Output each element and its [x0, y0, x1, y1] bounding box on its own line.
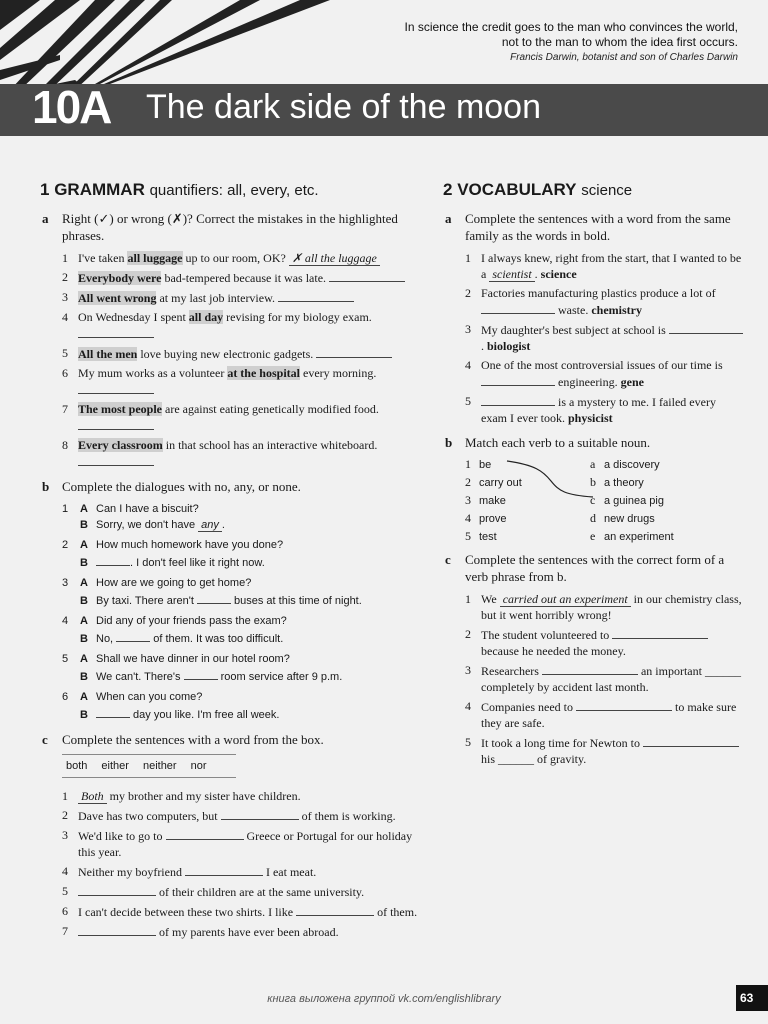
sentence-text: .: [481, 339, 487, 353]
sentence-text: My daughter's best subject at school is: [481, 323, 669, 337]
answer-blank: [78, 325, 154, 338]
exercise-letter: b: [445, 435, 453, 450]
item-number: 8: [62, 438, 68, 452]
speaker-b: B: [80, 671, 88, 683]
item-letter: b: [590, 475, 596, 489]
list-item: [62, 309, 420, 342]
grammar-a-list: [62, 250, 420, 470]
bold-keyword: physicist: [567, 411, 613, 425]
vocabulary-heading: [443, 180, 743, 200]
item-letter: d: [590, 511, 596, 525]
line-text: Can I have a biscuit?: [96, 503, 199, 515]
sentence-text: at my last job interview.: [156, 291, 275, 305]
exercise-c-instruction: [443, 551, 743, 585]
sentence-text: an important ______ completely by accident last month.: [481, 664, 741, 694]
answer-blank: [185, 863, 263, 876]
answer-blank: [78, 417, 154, 430]
list-item: [62, 788, 420, 804]
list-item: [465, 285, 743, 318]
item-number: 2: [62, 539, 69, 551]
verb-text: be: [479, 459, 492, 471]
dialogue-item: [62, 651, 420, 685]
sentence-text: Researchers: [481, 664, 542, 678]
dialogue-item: [62, 689, 420, 723]
line-b: [80, 591, 420, 609]
answer-blank: [78, 883, 156, 896]
sentence-text: his ______ of gravity.: [481, 752, 587, 766]
section-subtitle: quantifiers: all, every, etc.: [149, 182, 319, 199]
section-number: 1: [40, 180, 50, 199]
highlighted-phrase: The most people: [78, 402, 162, 416]
sentence-text: Neither my boyfriend: [78, 865, 185, 879]
item-number: 6: [62, 691, 69, 703]
sentence-text: I always knew, right from the start, that I wanted to be a: [481, 251, 742, 281]
answer-blank: [669, 321, 743, 334]
instruction-text: Complete the dialogues with no, any, or none.: [62, 479, 301, 494]
sentence-text: love buying new electronic gadgets.: [137, 347, 314, 361]
box-word: both: [66, 760, 88, 772]
line-text: buses at this time of night.: [230, 595, 362, 607]
speaker-a: A: [80, 653, 88, 665]
item-number: 2: [465, 475, 471, 489]
item-number: 3: [465, 322, 471, 336]
section-subtitle: science: [581, 182, 633, 199]
line-text: How are we going to get home?: [96, 577, 252, 589]
noun-text: a discovery: [604, 459, 660, 471]
list-item: [465, 734, 743, 767]
answer-text: Both: [78, 789, 107, 804]
noun-text: new drugs: [604, 513, 655, 525]
answer-blank: [221, 807, 299, 820]
answer-blank: [96, 553, 130, 566]
line-text: . I don't feel like it right now.: [130, 557, 265, 569]
sentence-text: .: [534, 267, 541, 281]
quote-source: Francis Darwin, botanist and son of Charles Darwin: [510, 52, 738, 63]
highlighted-phrase: at the hospital: [227, 366, 300, 380]
answer-blank: [78, 923, 156, 936]
line-b: [80, 553, 420, 571]
exercise-letter: b: [42, 479, 50, 494]
sentence-text: in our chemistry class, but it went horribly wrong!: [481, 592, 742, 622]
instruction-text: Complete the sentences with a word from the same family as the words in bold.: [465, 211, 731, 243]
list-item: [62, 923, 420, 940]
sentence-text: my brother and my sister have children.: [106, 789, 301, 803]
line-text: day you like. I'm free all week.: [130, 709, 280, 721]
noun-item: [590, 529, 730, 547]
line-a: [80, 613, 420, 629]
sentence-text: is a mystery to me. I failed every exam I ever took.: [481, 395, 716, 425]
speaker-a: A: [80, 577, 88, 589]
section-number: 2: [443, 180, 453, 199]
answer-blank: [612, 626, 708, 639]
grammar-section: [40, 180, 420, 948]
dialogue-item: [62, 501, 420, 533]
item-letter: c: [590, 493, 596, 507]
instruction-text: Right (✓) or wrong (✗)? Correct the mistakes in the highlighted phrases.: [62, 211, 398, 243]
dialogue-item: [62, 575, 420, 609]
exercise-b-instruction: [40, 478, 420, 495]
answer-blank: [576, 698, 672, 711]
list-item: [62, 827, 420, 860]
answer-blank: [184, 667, 218, 680]
noun-text: a theory: [604, 477, 644, 489]
list-item: [62, 437, 420, 470]
sentence-text: We: [481, 592, 500, 606]
noun-item: [590, 511, 730, 529]
speaker-a: A: [80, 691, 88, 703]
bold-keyword: chemistry: [591, 303, 642, 317]
list-item: [465, 357, 743, 390]
dialogue-item: [62, 613, 420, 647]
sentence-text: every morning.: [300, 366, 377, 380]
list-item: [465, 250, 743, 282]
exercise-b-instruction: [443, 434, 743, 451]
line-b: [80, 517, 420, 533]
line-a: [80, 537, 420, 553]
exercise-a-instruction: [40, 210, 420, 244]
answer-blank: [481, 393, 555, 406]
list-item: [62, 345, 420, 362]
sentence-text: revising for my biology exam.: [223, 310, 372, 324]
match-exercise: [465, 457, 743, 545]
instruction-text: Complete the sentences with a word from the box.: [62, 732, 324, 747]
instruction-text: Complete the sentences with the correct form of a verb phrase from b.: [465, 552, 725, 584]
verb-item: [465, 475, 575, 493]
sentence-text: of them.: [374, 905, 418, 919]
sentence-text: to make sure they are safe.: [481, 700, 737, 730]
sentence-text: I've taken: [78, 251, 128, 265]
item-number: 7: [62, 402, 68, 416]
highlighted-phrase: all day: [188, 310, 224, 324]
item-number: 7: [62, 924, 68, 938]
line-text: Sorry, we don't have: [96, 519, 199, 531]
exercise-letter: a: [445, 211, 452, 226]
item-number: 1: [465, 592, 471, 606]
sentence-text: I can't decide between these two shirts. I like: [78, 905, 297, 919]
exercise-a-instruction: [443, 210, 743, 244]
answer-blank: [78, 453, 154, 466]
item-number: 4: [465, 699, 471, 713]
section-title: VOCABULARY: [457, 180, 577, 199]
list-item: [465, 393, 743, 426]
list-item: [465, 321, 743, 354]
item-number: 6: [62, 904, 68, 918]
answer-blank: [78, 381, 154, 394]
line-text: Shall we have dinner in our hotel room?: [96, 653, 290, 665]
verb-text: prove: [479, 513, 507, 525]
bold-keyword: science: [540, 267, 577, 281]
item-number: 5: [62, 653, 69, 665]
list-item: [62, 269, 420, 286]
highlighted-phrase: Every classroom: [78, 438, 163, 452]
answer-blank: [116, 629, 150, 642]
noun-item: [590, 457, 730, 475]
word-box: [62, 754, 236, 778]
box-word: nor: [190, 760, 207, 772]
item-number: 1: [62, 789, 68, 803]
instruction-text: Match each verb to a suitable noun.: [465, 435, 651, 450]
answer-blank: [542, 662, 638, 675]
answer-blank: [643, 734, 739, 747]
highlighted-phrase: All went wrong: [78, 291, 157, 305]
line-b: [80, 705, 420, 723]
speaker-a: A: [80, 615, 88, 627]
item-number: 3: [62, 828, 68, 842]
list-item: [62, 289, 420, 306]
verb-text: carry out: [479, 477, 522, 489]
vocabulary-a-list: [465, 250, 743, 426]
item-number: 2: [465, 286, 471, 300]
line-text: How much homework have you done?: [96, 539, 284, 551]
page-number: 63: [736, 985, 768, 1011]
item-letter: a: [590, 457, 596, 471]
sentence-text: On Wednesday I spent: [78, 310, 189, 324]
line-text: Did any of your friends pass the exam?: [96, 615, 287, 627]
answer-blank: [481, 373, 555, 386]
answer-blank: [197, 591, 231, 604]
unit-title: The dark side of the moon: [146, 88, 542, 126]
sentence-text: We'd like to go to: [78, 829, 166, 843]
speaker-a: A: [80, 539, 88, 551]
answer-blank: [481, 301, 555, 314]
answer-blank: [96, 705, 130, 718]
box-word: either: [101, 760, 129, 772]
quote-line-1: In science the credit goes to the man who convinces the world,: [404, 20, 738, 34]
exercise-c-instruction: [40, 731, 420, 748]
sentence-text: One of the most controversial issues of our time is: [481, 358, 723, 372]
verb-text: test: [479, 531, 497, 543]
list-item: [62, 903, 420, 920]
bold-keyword: gene: [620, 375, 644, 389]
item-number: 5: [465, 394, 471, 408]
list-item: [465, 591, 743, 623]
verb-item: [465, 529, 575, 547]
sentence-text: My mum works as a volunteer: [78, 366, 228, 380]
noun-text: a guinea pig: [604, 495, 664, 507]
dialogue-list: [62, 501, 420, 723]
sentence-text: The student volunteered to: [481, 628, 613, 642]
item-number: 2: [62, 270, 68, 284]
highlighted-phrase: all luggage: [127, 251, 183, 265]
sentence-text: of them is working.: [298, 809, 396, 823]
line-a: [80, 689, 420, 705]
grammar-c-list: [62, 788, 420, 940]
sentence-text: engineering.: [555, 375, 621, 389]
epigraph-quote: [404, 20, 738, 63]
exercise-letter: a: [42, 211, 49, 226]
sentence-text: are against eating genetically modified food.: [162, 402, 379, 416]
item-number: 1: [465, 457, 471, 471]
list-item: [62, 807, 420, 824]
box-word: neither: [142, 760, 177, 772]
line-a: [80, 501, 420, 517]
item-number: 2: [62, 808, 68, 822]
sentence-text: bad-tempered because it was late.: [161, 271, 327, 285]
line-text: of them. It was too difficult.: [150, 633, 284, 645]
answer-blank: [316, 345, 392, 358]
highlighted-phrase: Everybody were: [78, 271, 162, 285]
speaker-b: B: [80, 519, 88, 531]
line-text: No,: [96, 633, 117, 645]
sentence-text: It took a long time for Newton to: [481, 736, 643, 750]
bold-keyword: biologist: [487, 339, 531, 353]
item-number: 1: [465, 251, 471, 265]
line-a: [80, 575, 420, 591]
item-number: 5: [465, 529, 471, 543]
highlighted-phrase: All the men: [78, 347, 138, 361]
line-text: We can't. There's: [96, 671, 184, 683]
item-number: 5: [62, 884, 68, 898]
item-number: 3: [465, 493, 471, 507]
speaker-b: B: [80, 557, 88, 569]
line-text: When can you come?: [96, 691, 203, 703]
item-number: 4: [465, 358, 471, 372]
item-number: 3: [62, 577, 69, 589]
sentence-text: I eat meat.: [262, 865, 317, 879]
answer-blank: [296, 903, 374, 916]
list-item: [62, 401, 420, 434]
answer-text: carried out an experiment: [500, 592, 631, 607]
answer-text: any: [198, 519, 222, 532]
item-number: 6: [62, 366, 68, 380]
footer-note: книга выложена группой vk.com/englishlibrary: [267, 993, 501, 1005]
sentence-text: because he needed the money.: [481, 644, 626, 658]
dialogue-item: [62, 537, 420, 571]
verb-text: make: [479, 495, 506, 507]
section-title: GRAMMAR: [54, 180, 145, 199]
item-number: 2: [465, 627, 471, 641]
sentence-text: Factories manufacturing plastics produce a lot of: [481, 286, 716, 300]
list-item: [465, 662, 743, 695]
item-number: 1: [62, 503, 69, 515]
item-number: 5: [465, 735, 471, 749]
line-text: .: [221, 519, 225, 531]
speaker-a: A: [80, 503, 88, 515]
list-item: [62, 250, 420, 266]
vocabulary-c-list: [465, 591, 743, 767]
answer-text: ✗ all the luggage: [289, 251, 380, 266]
list-item: [465, 698, 743, 731]
vocabulary-section: [443, 180, 743, 775]
answer-blank: [278, 289, 354, 302]
answer-text: scientist: [489, 267, 534, 282]
list-item: [465, 626, 743, 659]
noun-text: an experiment: [604, 531, 674, 543]
sentence-text: Dave has two computers, but: [78, 809, 221, 823]
unit-number: 10A: [32, 81, 111, 133]
list-item: [62, 863, 420, 880]
sentence-text: Greece or Portugal for our holiday this year.: [78, 829, 413, 859]
item-number: 1: [62, 251, 68, 265]
sentence-text: Companies need to: [481, 700, 576, 714]
line-text: room service after 9 p.m.: [217, 671, 343, 683]
exercise-letter: c: [42, 732, 48, 747]
item-number: 4: [62, 615, 69, 627]
verb-item: [465, 511, 575, 529]
item-number: 4: [465, 511, 471, 525]
list-item: [62, 883, 420, 900]
item-number: 5: [62, 346, 68, 360]
line-b: [80, 629, 420, 647]
noun-item: [590, 493, 730, 511]
item-number: 3: [465, 663, 471, 677]
noun-item: [590, 475, 730, 493]
answer-blank: [166, 827, 244, 840]
verb-item: [465, 493, 575, 511]
sentence-text: waste.: [555, 303, 592, 317]
item-number: 4: [62, 864, 68, 878]
answer-blank: [329, 269, 405, 282]
sentence-text: in that school has an interactive whiteboard.: [162, 438, 378, 452]
sentence-text: of my parents have ever been abroad.: [156, 925, 339, 939]
sentence-text: of their children are at the same university.: [156, 885, 365, 899]
item-letter: e: [590, 529, 596, 543]
line-a: [80, 651, 420, 667]
sentence-text: up to our room, OK?: [182, 251, 286, 265]
line-b: [80, 667, 420, 685]
line-text: By taxi. There aren't: [96, 595, 197, 607]
exercise-letter: c: [445, 552, 451, 567]
quote-line-2: not to the man to whom the idea first occurs.: [501, 35, 738, 49]
item-number: 4: [62, 310, 68, 324]
item-number: 3: [62, 290, 68, 304]
list-item: [62, 365, 420, 398]
verb-item: [465, 457, 575, 475]
speaker-b: B: [80, 595, 88, 607]
speaker-b: B: [80, 633, 88, 645]
speaker-b: B: [80, 709, 88, 721]
grammar-heading: [40, 180, 420, 200]
